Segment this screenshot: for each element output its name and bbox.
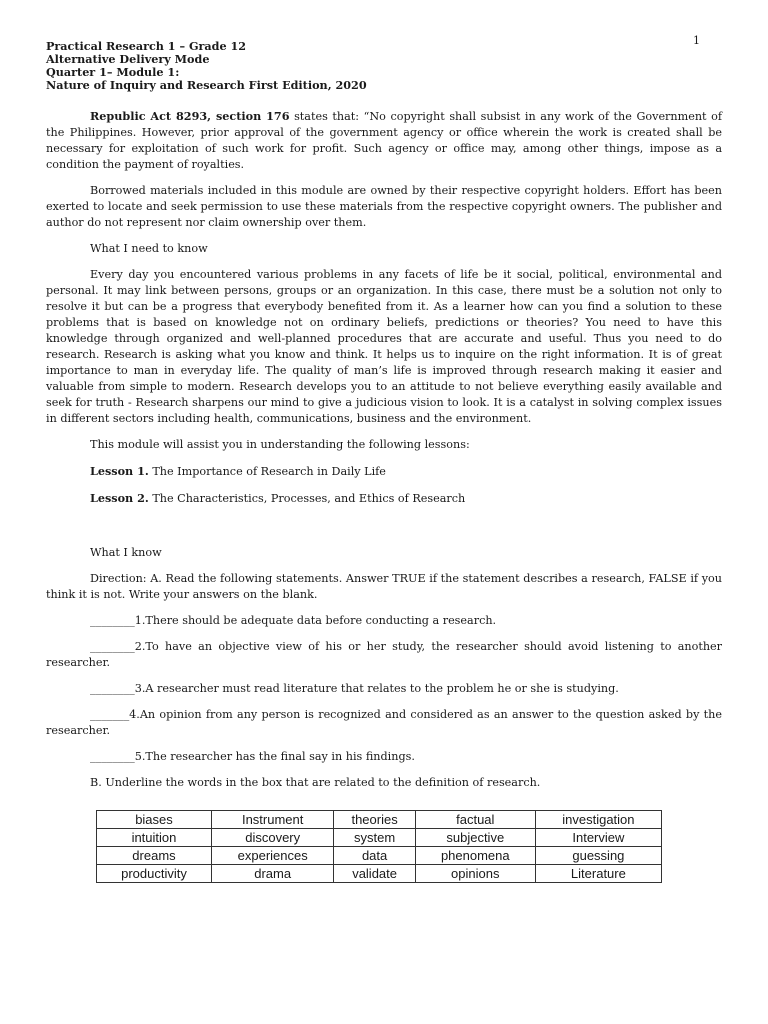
copyright-paragraph: [46, 108, 722, 173]
word-cell: Instrument: [211, 811, 333, 829]
word-cell: data: [334, 847, 415, 865]
word-cell: experiences: [211, 847, 333, 865]
statement-item: ________5.The researcher has the final say in his findings.: [90, 750, 415, 763]
word-cell: phenomena: [415, 847, 535, 865]
copyright-act: Republic Act 8293, section 176: [90, 109, 290, 123]
lesson-2: [90, 490, 722, 507]
need-to-know-paragraph: Every day you encountered various problems in any facets of life be it social, political, environmental and personal. It may link between persons, groups or an organization. In this case, there must be a solution not only to resolve it but can be a progress that everybody benefited from it. As a learner how can you find a solution to these problems that is based on knowledge not on ordinary beliefs, predictions or theories? You need to have this knowledge through organized and well-planned procedures that are accurate and useful. Thus you need to do research. Research is asking what you know and think. It helps us to inquire on the right information. It is of great importance to man in everyday life. The quality of man’s life is improved through research making it easier and valuable from simple to modern. Research develops you to an attitude to not believe everything easily available and seek for truth - Research sharpens our mind to give a judicious vision to look. It is a catalyst in solving complex issues in different sectors including health, communications, business and the environment.: [46, 268, 722, 425]
word-cell: investigation: [535, 811, 661, 829]
word-cell: Literature: [535, 865, 661, 883]
lesson-1-title: The Importance of Research in Daily Life: [148, 465, 386, 478]
copyright-text: states that: “No copyright shall subsist in any work of the Government of the Philippines. However, prior approval of the government agency or office wherein the work is created shall be necessary for exploitation of such work for profit. Such agency or office may, among other things, impose as a condition the payment of royalties.: [46, 110, 723, 171]
word-cell: system: [334, 829, 415, 847]
header-edition: Nature of Inquiry and Research First Edition, 2020: [46, 78, 367, 92]
word-cell: drama: [211, 865, 333, 883]
statement-item: _______4.An opinion from any person is recognized and considered as an answer to the question asked by the researcher.: [46, 708, 722, 737]
lesson-1: [90, 463, 722, 480]
word-cell: biases: [97, 811, 212, 829]
word-cell: subjective: [415, 829, 535, 847]
table-row: [97, 811, 662, 829]
word-cell: theories: [334, 811, 415, 829]
header-course: Practical Research 1 – Grade 12: [46, 39, 247, 53]
word-cell: guessing: [535, 847, 661, 865]
lesson-2-title: The Characteristics, Processes, and Ethics of Research: [148, 492, 466, 505]
document-body: [46, 40, 722, 791]
need-to-know-heading: What I need to know: [90, 242, 208, 255]
word-cell: factual: [415, 811, 535, 829]
table-row: [97, 865, 662, 883]
table-row: [97, 829, 662, 847]
lesson-2-label: Lesson 2.: [90, 491, 149, 505]
table-row: [97, 847, 662, 865]
word-cell: validate: [334, 865, 415, 883]
word-cell: productivity: [97, 865, 212, 883]
word-cell: discovery: [211, 829, 333, 847]
statement-item: ________2.To have an objective view of his or her study, the researcher should avoid listening to another researcher.: [46, 640, 722, 669]
word-cell: Interview: [535, 829, 661, 847]
lessons-intro: This module will assist you in understanding the following lessons:: [90, 438, 470, 451]
page-number: 1: [693, 34, 700, 47]
direction-text: Direction: A. Read the following statements. Answer TRUE if the statement describes a research, FALSE if you think it is not. Write your answers on the blank.: [46, 572, 722, 601]
word-cell: opinions: [415, 865, 535, 883]
lesson-1-label: Lesson 1.: [90, 464, 149, 478]
borrowed-materials-paragraph: Borrowed materials included in this module are owned by their respective copyright holders. Effort has been exerted to locate and seek permission to use these materials from the respective copyright owners. The publisher and author do not represent nor claim ownership over them.: [46, 184, 722, 229]
statement-item: ________3.A researcher must read literature that relates to the problem he or she is studying.: [90, 682, 619, 695]
header-mode: Alternative Delivery Mode: [46, 52, 210, 66]
statement-item: ________1.There should be adequate data before conducting a research.: [90, 614, 497, 627]
word-box-table: [96, 810, 662, 883]
part-b-instruction: B. Underline the words in the box that are related to the definition of research.: [90, 776, 541, 789]
word-cell: intuition: [97, 829, 212, 847]
header-quarter: Quarter 1– Module 1:: [46, 65, 180, 79]
what-i-know-heading: What I know: [90, 546, 162, 559]
word-cell: dreams: [97, 847, 212, 865]
